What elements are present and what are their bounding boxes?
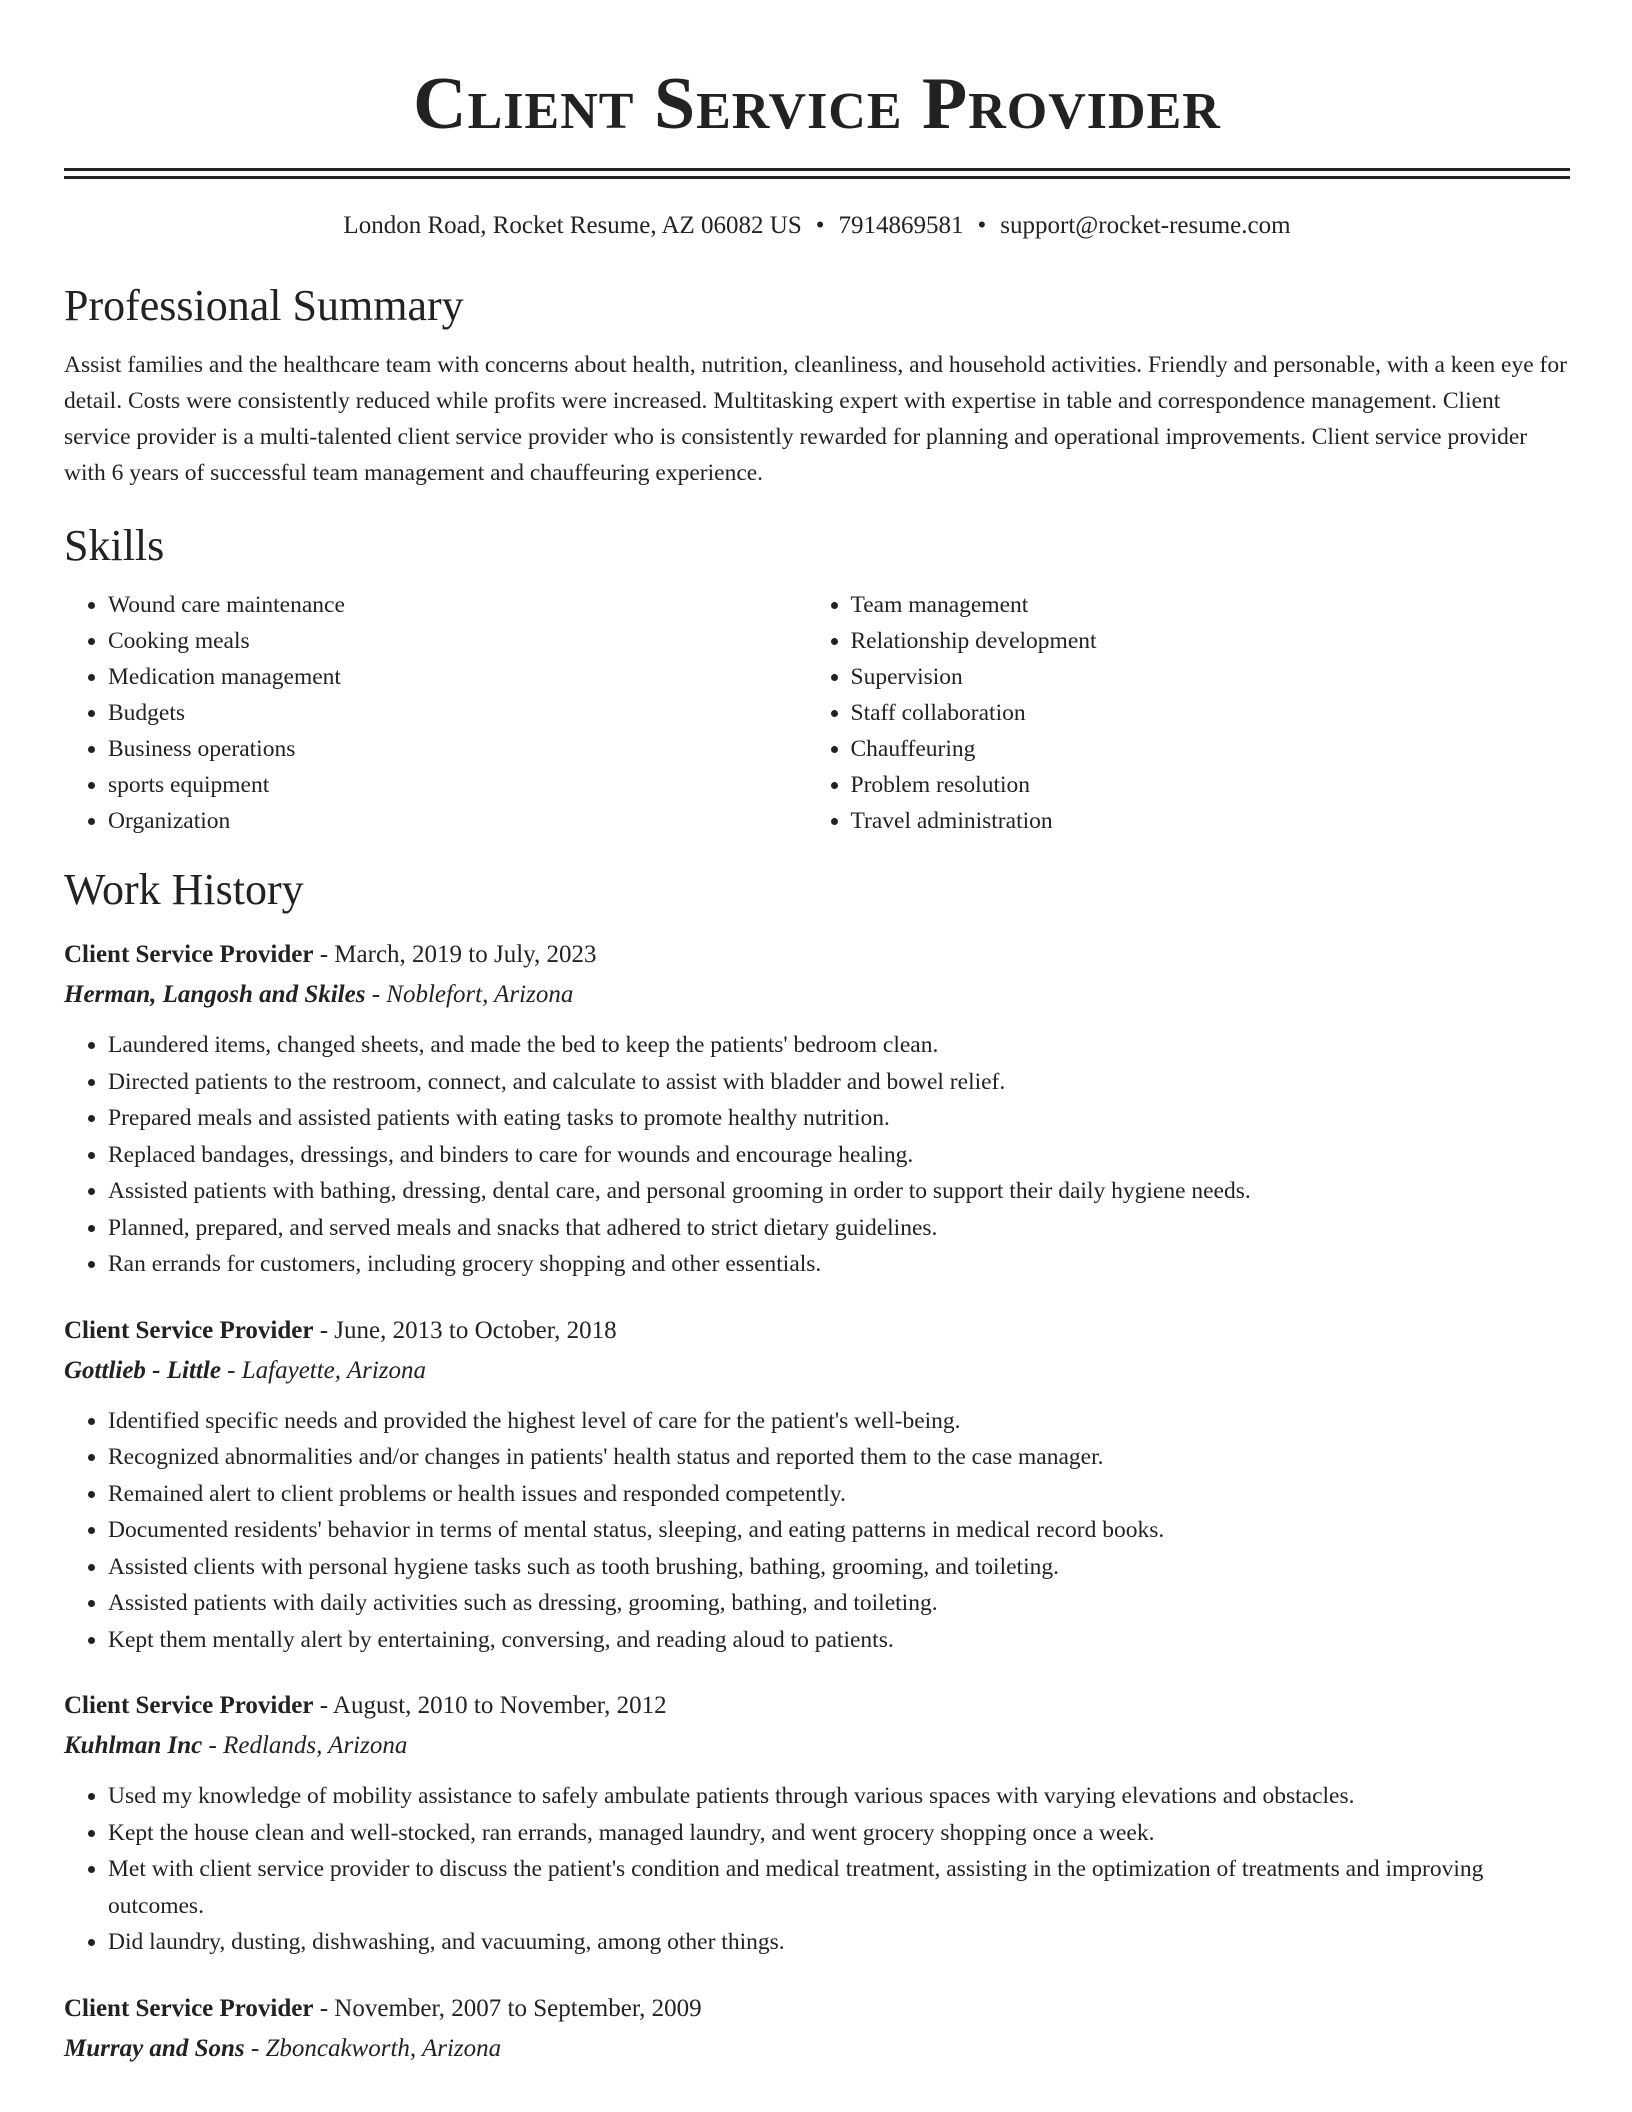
skill-item: • sports equipment (108, 767, 807, 803)
job-company: Murray and Sons (64, 2034, 245, 2062)
job-bullet: • Recognized abnormalities and/or changes in patients' health status and reported them to the case manager. (108, 1439, 1570, 1476)
job-dates: - August, 2010 to November, 2012 (313, 1692, 667, 1719)
job-location: - Lafayette, Arizona (220, 1356, 426, 1384)
skill-item: • Travel administration (851, 803, 1571, 839)
contact-separator: • (815, 212, 825, 239)
job-company: Kuhlman Inc (64, 1732, 203, 1759)
job-title: Client Service Provider (64, 1692, 314, 1719)
job-entry (64, 1989, 1570, 2069)
job-bullets (64, 1027, 1570, 1283)
job-bullet: • Ran errands for customers, including grocery shopping and other essentials. (108, 1246, 1570, 1283)
job-bullet: • Planned, prepared, and served meals and snacks that adhered to strict dietary guidelines. (108, 1210, 1570, 1247)
skill-item: • Team management (851, 587, 1571, 623)
job-location: - Noblefort, Arizona (365, 981, 574, 1008)
skill-item: • Organization (108, 803, 807, 839)
skill-item: • Business operations (108, 731, 807, 767)
job-bullet: • Met with client service provider to discuss the patient's condition and medical treatment, assisting in the optimization of treatments and improving outcomes. (108, 1851, 1570, 1924)
job-bullet: • Prepared meals and assisted patients with eating tasks to promote healthy nutrition. (108, 1100, 1570, 1137)
header-divider (64, 168, 1570, 179)
skill-item: • Supervision (851, 659, 1571, 695)
job-bullet: • Documented residents' behavior in terms of mental status, sleeping, and eating patterns in medical record books. (108, 1512, 1570, 1549)
skill-item: • Budgets (108, 695, 807, 731)
job-title-line (64, 1686, 1570, 1726)
job-entry (64, 935, 1570, 1283)
job-title: Client Service Provider (64, 1316, 314, 1344)
skill-item: • Staff collaboration (851, 695, 1571, 731)
job-title-line (64, 1989, 1570, 2029)
job-bullet: • Remained alert to client problems or health issues and responded competently. (108, 1476, 1570, 1513)
job-bullet: • Kept the house clean and well-stocked, ran errands, managed laundry, and went grocery shopping once a week. (108, 1815, 1570, 1852)
contact-line (64, 211, 1570, 241)
job-bullet: • Assisted patients with bathing, dressing, dental care, and personal grooming in order to support their daily hygiene needs. (108, 1173, 1570, 1210)
job-title: Client Service Provider (64, 1994, 314, 2022)
skills-column-left (64, 587, 807, 839)
summary-text: Assist families and the healthcare team with concerns about health, nutrition, cleanliness, and household activities. Friendly and personable, with a keen eye for detail. Costs were consistently reduced while profits were increased. Multitasking expert with expertise in table and correspondence management. Client service provider is a multi-talented client service provider who is consistently rewarded for planning and operational improvements. Client service provider with 6 years of successful team management and chauffeuring experience. (64, 352, 1567, 486)
job-company: Gottlieb - Little (64, 1356, 221, 1384)
contact-email: support@rocket-resume.com (1000, 212, 1291, 239)
job-bullets (64, 1778, 1570, 1961)
contact-separator: • (977, 212, 987, 239)
skill-item: • Chauffeuring (851, 731, 1571, 767)
job-bullet: • Kept them mentally alert by entertaining, conversing, and reading aloud to patients. (108, 1622, 1570, 1659)
job-bullet: • Assisted patients with daily activities such as dressing, grooming, bathing, and toileting. (108, 1585, 1570, 1622)
skill-item: • Problem resolution (851, 767, 1571, 803)
job-company-line (64, 1351, 1570, 1391)
skill-item: • Cooking meals (108, 623, 807, 659)
skill-item: • Relationship development (851, 623, 1571, 659)
job-bullet: • Replaced bandages, dressings, and binders to care for wounds and encourage healing. (108, 1137, 1570, 1174)
job-company-line (64, 1726, 1570, 1766)
job-company: Herman, Langosh and Skiles (64, 981, 366, 1008)
job-bullet: • Directed patients to the restroom, connect, and calculate to assist with bladder and bowel relief. (108, 1064, 1570, 1101)
summary-heading: Professional Summary (64, 281, 464, 330)
job-dates: - November, 2007 to September, 2009 (313, 1994, 702, 2022)
job-location: - Zboncakworth, Arizona (244, 2034, 502, 2062)
skill-item: • Medication management (108, 659, 807, 695)
resume-name: Client Service Provider (413, 63, 1221, 145)
skill-item: • Wound care maintenance (108, 587, 807, 623)
job-bullet: • Used my knowledge of mobility assistance to safely ambulate patients through various spaces with varying elevations and obstacles. (108, 1778, 1570, 1815)
job-entry (64, 1311, 1570, 1659)
job-company-line (64, 975, 1570, 1015)
job-bullets (64, 1403, 1570, 1659)
resume-page (64, 0, 1570, 2069)
job-bullet: • Laundered items, changed sheets, and made the bed to keep the patients' bedroom clean. (108, 1027, 1570, 1064)
skills-column-right (807, 587, 1571, 839)
job-title-line (64, 935, 1570, 975)
job-dates: - March, 2019 to July, 2023 (313, 941, 597, 968)
contact-phone: 7914869581 (838, 212, 964, 239)
job-bullet: • Identified specific needs and provided the highest level of care for the patient's well-being. (108, 1403, 1570, 1440)
job-title: Client Service Provider (64, 941, 314, 968)
skills-list (64, 587, 1570, 839)
job-bullet: • Did laundry, dusting, dishwashing, and vacuuming, among other things. (108, 1924, 1570, 1961)
contact-address: London Road, Rocket Resume, AZ 06082 US (343, 212, 802, 239)
skills-heading: Skills (64, 521, 165, 570)
job-company-line (64, 2029, 1570, 2069)
job-title-line (64, 1311, 1570, 1351)
job-bullet: • Assisted clients with personal hygiene tasks such as tooth brushing, bathing, grooming, and toileting. (108, 1549, 1570, 1586)
job-dates: - June, 2013 to October, 2018 (313, 1316, 617, 1344)
job-location: - Redlands, Arizona (202, 1732, 408, 1759)
work-history-heading: Work History (64, 865, 304, 914)
job-entry (64, 1686, 1570, 1961)
